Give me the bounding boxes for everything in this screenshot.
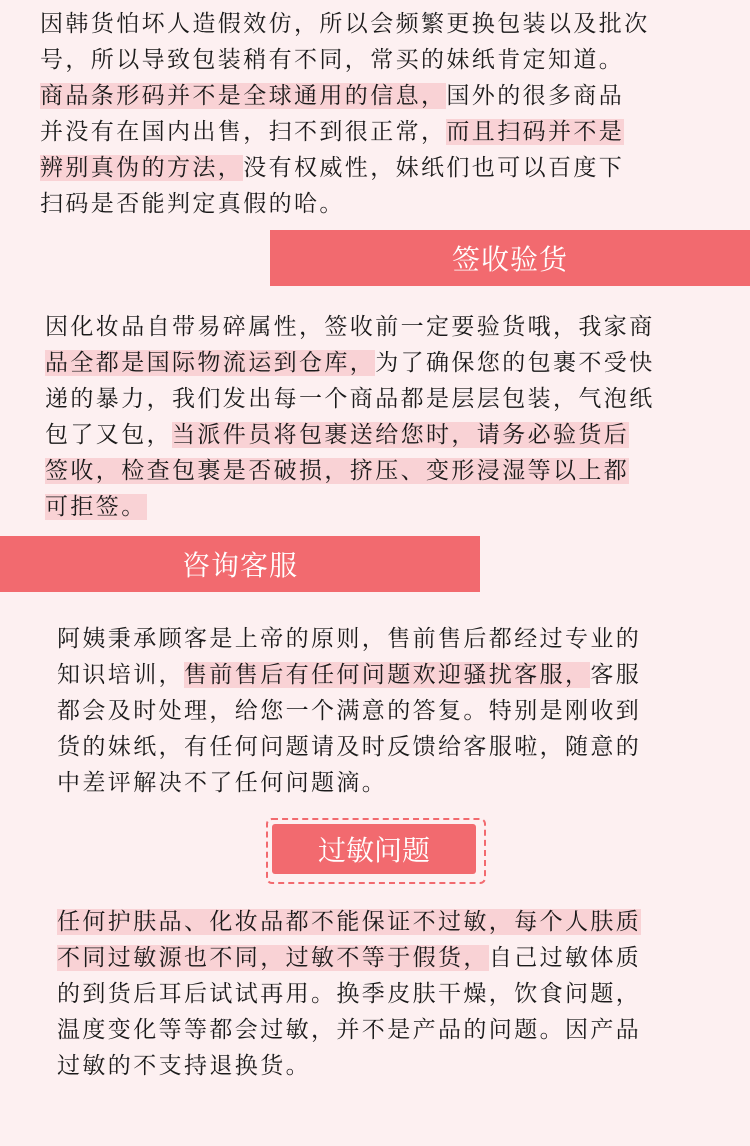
text-segment: 过敏的不支持退换货。	[57, 1053, 311, 1079]
text-segment: 因化妆品自带易碎属性，签收前一定要验货哦，我家商	[45, 314, 655, 340]
text-line	[57, 621, 641, 657]
text-line	[40, 78, 650, 114]
section-title-allergy: 过敏问题	[317, 834, 430, 867]
highlighted-text: 可拒签。	[45, 494, 147, 520]
service-paragraph	[57, 621, 641, 801]
text-line	[57, 693, 641, 729]
text-segment: 自己过敏体质	[488, 945, 642, 971]
text-line	[57, 657, 641, 693]
highlighted-text: 辨别真伪的方法，	[40, 155, 244, 181]
text-line	[45, 453, 655, 489]
text-segment: 包了又包，	[45, 422, 172, 448]
text-line	[40, 150, 650, 186]
text-segment: 递的暴力，我们发出每一个商品都是层层包装，气泡纸	[45, 386, 655, 412]
highlighted-text: 售前售后有任何问题欢迎骚扰客服，	[184, 662, 591, 688]
highlighted-text: 而且扫码并不是	[446, 119, 625, 145]
text-segment: 知识培训，	[57, 662, 184, 688]
text-line	[40, 186, 650, 222]
text-line	[45, 345, 655, 381]
text-segment: 国外的很多商品	[446, 83, 625, 109]
text-line	[45, 309, 655, 345]
text-segment: 的到货后耳后试试再用。换季皮肤干燥，饮食问题，	[57, 981, 642, 1007]
text-segment: 客服	[590, 662, 642, 688]
highlighted-text: 不同过敏源也不同，过敏不等于假货，	[57, 945, 489, 971]
text-line	[57, 976, 641, 1012]
text-line	[57, 904, 641, 940]
text-segment: 阿姨秉承顾客是上帝的原则，售前售后都经过专业的	[57, 626, 642, 652]
allergy-paragraph	[57, 904, 641, 1084]
highlighted-text: 品全都是国际物流运到仓库，	[45, 350, 376, 376]
text-segment: 为了确保您的包裹不受快	[375, 350, 655, 376]
text-line	[57, 729, 641, 765]
text-segment: 温度变化等等都会过敏，并不是产品的问题。因产品	[57, 1017, 642, 1043]
intro-paragraph	[40, 6, 650, 222]
text-segment: 扫码是否能判定真假的哈。	[40, 191, 345, 217]
text-line	[45, 489, 655, 525]
text-segment: 因韩货怕坏人造假效仿，所以会频繁更换包装以及批次	[40, 11, 650, 37]
highlighted-text: 商品条形码并不是全球通用的信息，	[40, 83, 447, 109]
text-line	[45, 417, 655, 453]
text-line	[40, 6, 650, 42]
text-segment: 都会及时处理，给您一个满意的答复。特别是刚收到	[57, 698, 642, 724]
highlighted-text: 签收，检查包裹是否破损，挤压、变形浸湿等以上都	[45, 458, 630, 484]
text-line	[40, 114, 650, 150]
section-header-receipt	[270, 230, 750, 286]
text-segment: 并没有在国内出售，扫不到很正常，	[40, 119, 447, 145]
section-title-service: 咨询客服	[181, 549, 298, 582]
section-header-service	[0, 536, 480, 592]
highlighted-text: 任何护肤品、化妆品都不能保证不过敏，每个人肤质	[57, 909, 642, 935]
receipt-paragraph	[45, 309, 655, 525]
text-segment: 没有权威性，妹纸们也可以百度下	[243, 155, 625, 181]
text-line	[57, 1012, 641, 1048]
text-line	[57, 765, 641, 801]
text-segment: 货的妹纸，有任何问题请及时反馈给客服啦，随意的	[57, 734, 642, 760]
text-line	[45, 381, 655, 417]
highlighted-text: 当派件员将包裹送给您时，请务必验货后	[172, 422, 630, 448]
text-segment: 中差评解决不了任何问题滴。	[57, 770, 388, 796]
text-segment: 号，所以导致包装稍有不同，常买的妹纸肯定知道。	[40, 47, 625, 73]
section-title-receipt: 签收验货	[451, 243, 568, 276]
text-line	[40, 42, 650, 78]
section-header-allergy	[272, 824, 476, 874]
text-line	[57, 940, 641, 976]
text-line	[57, 1048, 641, 1084]
